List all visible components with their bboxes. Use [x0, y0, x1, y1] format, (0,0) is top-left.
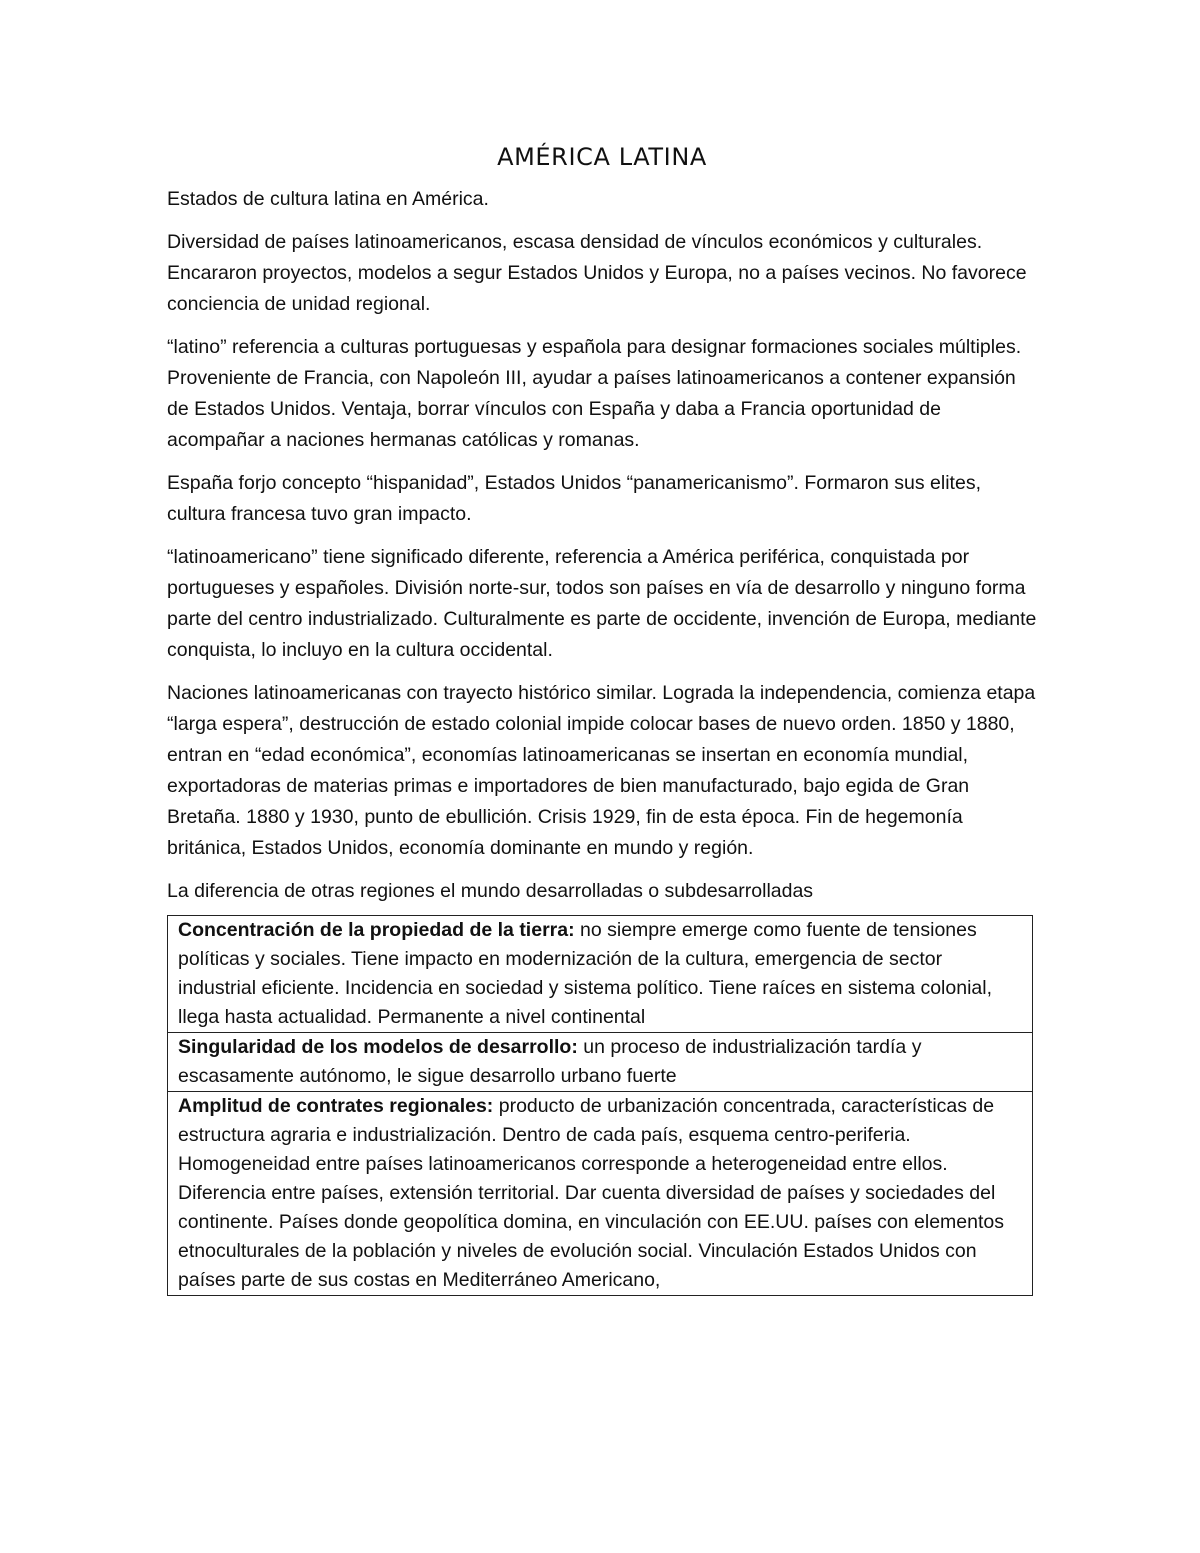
table-cell [168, 1092, 1033, 1296]
paragraph-1: Estados de cultura latina en América. [167, 188, 489, 210]
paragraph-5: “latinoamericano” tiene significado diferente, referencia a América periférica, conquistada por portugueses y españoles. División norte-sur, todos son países en vía de desarrollo y ninguno forma parte del centro industrializado. Culturalmente es parte de occidente, invención de Europa, mediante conquista, lo incluyo en la cultura occidental. [167, 546, 1037, 661]
paragraph-6: Naciones latinoamericanas con trayecto histórico similar. Lograda la independencia, comienza etapa “larga espera”, destrucción de estado colonial impide colocar bases de nuevo orden. 1850 y 1880, entran en “edad económica”, economías latinoamericanas se insertan en economía mundial, exportadoras de materias primas e importadores de bien manufacturado, bajo egida de Gran Bretaña. 1880 y 1930, punto de ebullición. Crisis 1929, fin de esta época. Fin de hegemonía británica, Estados Unidos, economía dominante en mundo y región. [167, 682, 1036, 859]
document-body [167, 142, 1037, 1296]
paragraph-4: España forjo concepto “hispanidad”, Estados Unidos “panamericanismo”. Formaron sus elites, cultura francesa tuvo gran impacto. [167, 472, 981, 525]
table-cell [168, 1033, 1033, 1092]
row-text: un proceso de industrialización tardía y escasamente autónomo, le sigue desarrollo urbano fuerte [178, 1036, 922, 1087]
characteristics-table [167, 915, 1033, 1296]
document-title: AMÉRICA LATINA [497, 143, 707, 171]
table-cell [168, 916, 1033, 1033]
table-row [168, 916, 1033, 1033]
row-term: Amplitud de contrates regionales: [178, 1095, 494, 1117]
paragraph-3: “latino” referencia a culturas portuguesas y española para designar formaciones sociales múltiples. Proveniente de Francia, con Napoleón III, ayudar a países latinoamericanos a contener expansión de Estados Unidos. Ventaja, borrar vínculos con España y daba a Francia oportunidad de acompañar a naciones hermanas católicas y romanas. [167, 336, 1022, 451]
row-extra-text: Homogeneidad entre países latinoamericanos corresponde a heterogeneidad entre ellos. Diferencia entre países, extensión territorial. Dar cuenta diversidad de países y sociedades del continente. Países donde geopolítica domina, en vinculación con EE.UU. países con elementos etnoculturales de la población y niveles de evolución social. Vinculación Estados Unidos con países parte de sus costas en Mediterráneo Americano, [178, 1153, 1005, 1291]
paragraph-2: Diversidad de países latinoamericanos, escasa densidad de vínculos económicos y culturales. Encararon proyectos, modelos a segur Estados Unidos y Europa, no a países vecinos. No favorece conciencia de unidad regional. [167, 231, 1027, 315]
row-term: Singularidad de los modelos de desarrollo: [178, 1036, 578, 1058]
row-term: Concentración de la propiedad de la tierra: [178, 919, 575, 941]
table-row [168, 1033, 1033, 1092]
row-text: no siempre emerge como fuente de tensiones políticas y sociales. Tiene impacto en modernización de la cultura, emergencia de sector industrial eficiente. Incidencia en sociedad y sistema político. Tiene raíces en sistema colonial, llega hasta actualidad. Permanente a nivel continental [178, 919, 993, 1028]
row-text: producto de urbanización concentrada, características de estructura agraria e industrialización. Dentro de cada país, esquema centro-periferia. [178, 1095, 995, 1146]
paragraph-7: La diferencia de otras regiones el mundo desarrolladas o subdesarrolladas [167, 880, 814, 902]
table-row [168, 1092, 1033, 1296]
